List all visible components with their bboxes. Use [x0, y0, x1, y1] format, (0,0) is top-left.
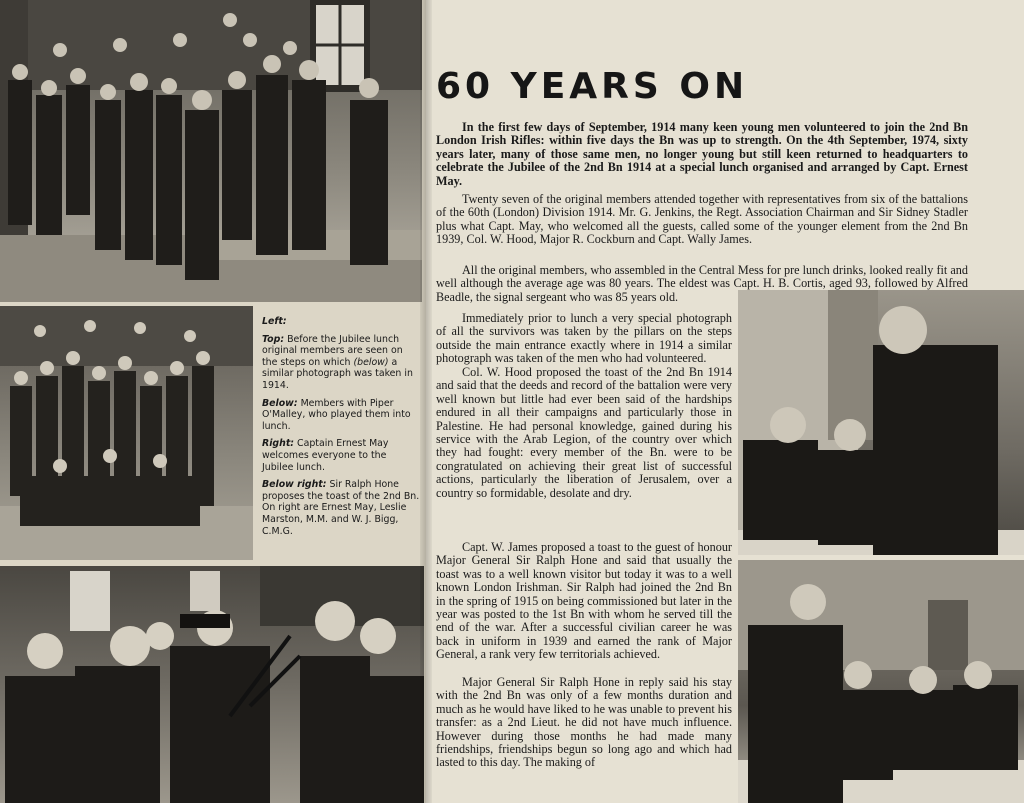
caption-heading: Left:: [262, 316, 287, 327]
caption-below-text: Members with Piper O'Malley, who played them into lunch.: [262, 397, 411, 432]
article-paragraph-5: Capt. W. James proposed a toast to the guest of honour Major General Sir Ralph Hone and said that usually the toast was to a well known visitor but today it was to a well known London Irishman. Sir Ralph had joined the 2nd Bn in the spring of 1915 on being commissioned but later in the year was posted to the 1st Bn with whom he served till the end of the war. After a successful civilian career he was back in uniform in 1939 and earned the rank of Major General, a rank very few territorials achieved.: [436, 540, 732, 662]
caption-below-right-label: Below right:: [262, 479, 327, 491]
caption-right: [262, 438, 420, 473]
caption-below-label: Below:: [262, 397, 298, 409]
article-title: 60 YEARS ON: [436, 66, 749, 107]
photo-jubilee-group-steps: [0, 0, 422, 302]
caption-below-right: [262, 479, 420, 537]
photo-1914-group-steps: [0, 306, 253, 560]
article-paragraph-1: Twenty seven of the original members attended together with representatives from six of the battalions of the 60th (London) Division 1914. Mr. G. Jenkins, the Regt. Association Chairman and Sir Sidney Stadler plus what Capt. May, who welcomed all the guests, called some of the younger element from the 2nd Bn 1939, Col. W. Hood, Major R. Cockburn and Capt. Wally James.: [436, 192, 968, 247]
photo-captions: [262, 316, 420, 543]
caption-below-right-text: Sir Ralph Hone proposes the toast of the 2nd Bn. On right are Ernest May, Leslie Marston, M.M. and W. J. Bigg, C.M.G.: [262, 479, 420, 537]
caption-top-text-2: a similar photograph was taken in 1914.: [262, 356, 413, 391]
photo-sir-ralph-hone-toast: [738, 560, 1024, 803]
article-paragraph-6: Major General Sir Ralph Hone in reply said his stay with the 2nd Bn was only of a few months duration and much as he would have liked to he was unable to prevent his transfer: as a 2nd Lieut. he did not have much influence. However during those months he had made many friendships, friendships begun so long ago and which had lasted to this day. The making of: [436, 675, 732, 770]
photo-ernest-may-welcome: [738, 290, 1024, 555]
article-paragraph-3: Immediately prior to lunch a very special photograph of all the survivors was taken by the pillars on the steps outside the main entrance exactly where in 1914 a similar photograph was taken of the men who had volunteered.: [436, 311, 732, 366]
book-gutter: [420, 0, 432, 803]
caption-top-text-1: Before the Jubilee lunch original members are seen on the steps on which: [262, 333, 403, 368]
caption-top: [262, 334, 420, 392]
article-intro: In the first few days of September, 1914 many keen young men volunteered to join the 2nd Bn London Irish Rifles: within five days the Bn was up to strength. On the 4th September, 1974, sixty years later, many of those same men, no longer young but still keen returned to headquarters to celebrate the Jubilee of the 2nd Bn 1914 at a special lunch organised and arranged by Capt. Ernest May.: [436, 120, 968, 188]
caption-right-label: Right:: [262, 438, 295, 450]
caption-right-text: Captain Ernest May welcomes everyone to the Jubilee lunch.: [262, 438, 389, 473]
caption-top-label: Top:: [262, 333, 285, 345]
photo-piper-omalley: [0, 566, 424, 803]
article-paragraph-2: All the original members, who assembled in the Central Mess for pre lunch drinks, looked really fit and well although the average age was 80 years. The eldest was Capt. H. B. Cortis, aged 93, followed by Alfred Beadle, the signal sergeant who was 85 years old.: [436, 263, 968, 304]
caption-below: [262, 398, 420, 433]
article-paragraph-4: Col. W. Hood proposed the toast of the 2nd Bn 1914 and said that the deeds and record of the battalion were very well known but little had ever been said of the hardships endured in all their campaigns and particularly those in Palestine. He had personal knowledge, gained during his service with the Arab Legion, of the country over which they had fought: every member of the Bn. were to be congratulated on achieving their great list of successful actions, particularly the liberation of Jerusalem, over a country so formidable, desolate and dry.: [436, 365, 732, 500]
caption-top-em: (below): [353, 356, 389, 368]
